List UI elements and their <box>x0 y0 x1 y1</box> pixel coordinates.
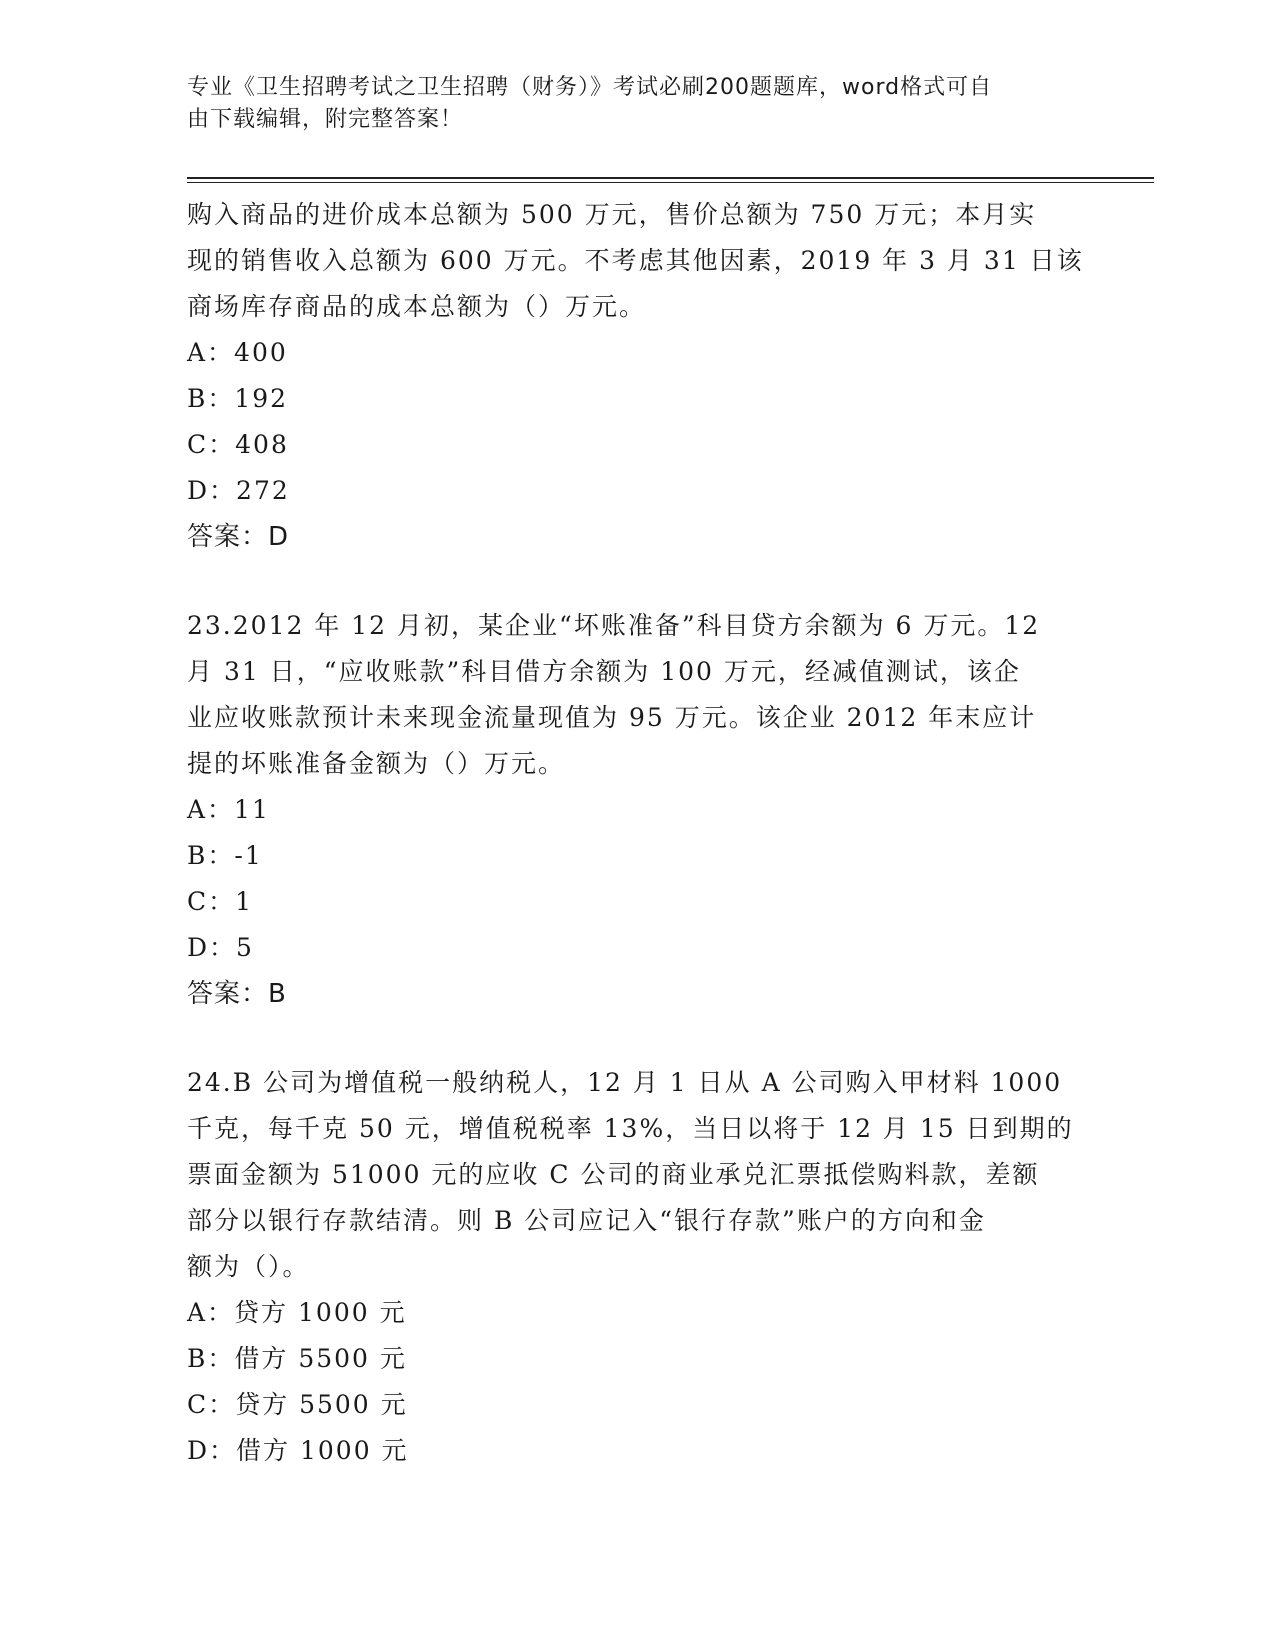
question-text-line: 现的销售收入总额为 600 万元。不考虑其他因素，2019 年 3 月 31 日该 <box>187 246 1084 275</box>
option-d: D：5 <box>187 933 254 962</box>
option-b: B：192 <box>187 384 289 413</box>
question-text-line: 部分以银行存款结清。则 B 公司应记入“银行存款”账户的方向和金 <box>187 1206 986 1235</box>
document-header <box>187 72 1067 136</box>
answer-label: 答案：D <box>187 522 290 552</box>
option-d: D：借方 1000 元 <box>187 1436 409 1465</box>
question-text-line: 购入商品的进价成本总额为 500 万元，售价总额为 750 万元；本月实 <box>187 200 1037 229</box>
question-text-line: 23.2012 年 12 月初，某企业“坏账准备”科目贷方余额为 6 万元。12 <box>187 611 1041 640</box>
question-text-line: 商场库存商品的成本总额为（）万元。 <box>187 292 647 321</box>
question-22 <box>187 192 1087 560</box>
question-text-line: 票面金额为 51000 元的应收 C 公司的商业承兑汇票抵偿购料款，差额 <box>187 1160 1040 1189</box>
question-text-line: 千克，每千克 50 元，增值税税率 13%，当日以将于 12 月 15 日到期的 <box>187 1114 1074 1143</box>
question-text-line: 业应收账款预计未来现金流量现值为 95 万元。该企业 2012 年末应计 <box>187 703 1037 732</box>
question-text-line: 24.B 公司为增值税一般纳税人，12 月 1 日从 A 公司购入甲材料 1000 <box>187 1068 1063 1097</box>
question-text-line: 额为（）。 <box>187 1252 310 1281</box>
question-24 <box>187 1060 1087 1474</box>
option-d: D：272 <box>187 476 290 505</box>
header-divider-thin <box>187 182 1154 183</box>
option-c: C：1 <box>187 887 254 916</box>
option-b: B：-1 <box>187 841 263 870</box>
answer-label: 答案：B <box>187 979 287 1009</box>
question-23 <box>187 603 1087 1017</box>
option-b: B：借方 5500 元 <box>187 1344 407 1373</box>
question-text-line: 提的坏账准备金额为（）万元。 <box>187 749 566 778</box>
question-text-line: 月 31 日，“应收账款”科目借方余额为 100 万元，经减值测试，该企 <box>187 657 1021 686</box>
option-c: C：408 <box>187 430 289 459</box>
header-divider-thick <box>187 177 1154 179</box>
header-line-2: 由下载编辑，附完整答案！ <box>187 107 464 132</box>
header-line-1: 专业《卫生招聘考试之卫生招聘（财务）》考试必刷200题题库，word格式可自 <box>187 75 993 100</box>
document-body <box>187 192 1087 1474</box>
option-c: C：贷方 5500 元 <box>187 1390 408 1419</box>
option-a: A：400 <box>187 338 288 367</box>
option-a: A：11 <box>187 795 270 824</box>
option-a: A：贷方 1000 元 <box>187 1298 407 1327</box>
